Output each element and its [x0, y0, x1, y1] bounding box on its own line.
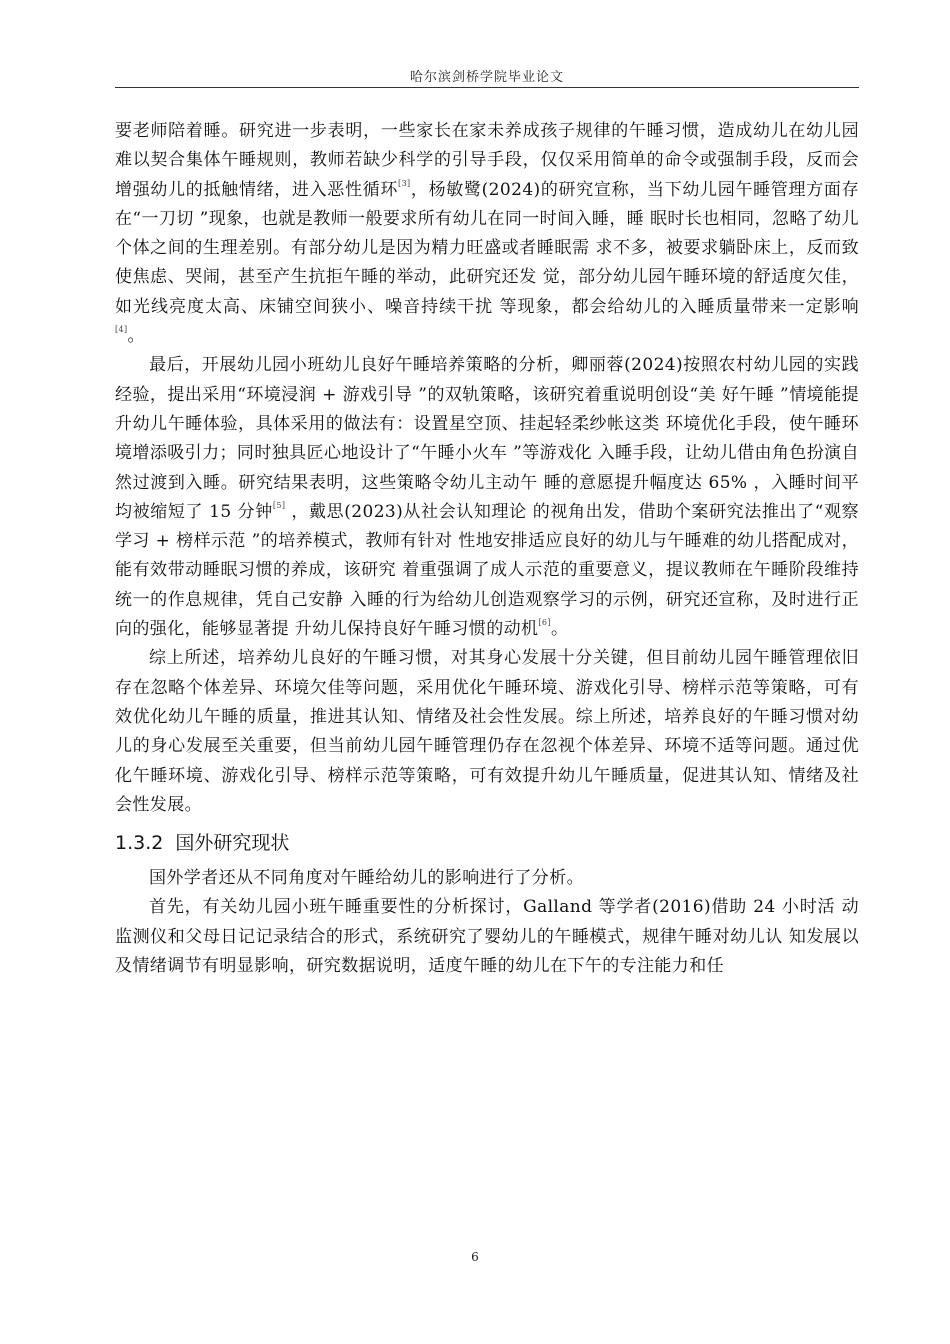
header-divider: [115, 87, 859, 88]
paragraph-1: [115, 117, 859, 351]
paragraph-text: 。: [550, 619, 569, 640]
citation-ref: [6]: [538, 618, 551, 628]
page-number: 6: [471, 1250, 479, 1264]
paragraph-4: [115, 864, 859, 893]
citation-ref: [4]: [115, 325, 128, 335]
paragraph-text: ，杨敏鹭(2024)的研究宣称，当下幼儿园午睡管理方面存在“一刀切 ”现象，也就是教师一般要求所有幼儿在同一时间入睡，睡 眠时长也相同，忽略了幼儿个体之间的生理差别。有部分幼儿是因为精力旺盛或者睡眠需 求不多，被要求躺卧床上，反而致使焦虑、哭闹，甚至产生抗拒午睡的举动，此研究还发 觉，部分幼儿园午睡环境的舒适度欠佳，如光线亮度太高、床铺空间狭小、噪音持续干扰 等现象，都会给幼儿的入睡质量带来一定影响: [115, 179, 859, 317]
paragraph-text: 。: [127, 326, 145, 347]
citation-ref: [3]: [398, 178, 411, 188]
paragraph-text: 首先，有关幼儿园小班午睡重要性的分析探讨，Galland 等学者(2016)借助 24 小时活 动监测仪和父母日记记录结合的形式，系统研究了婴幼儿的午睡模式，规律午睡对幼儿认 知发展以及情绪调节有明显影响，研究数据说明，适度午睡的幼儿在下午的专注能力和任: [115, 897, 859, 977]
paragraph-text: 要老师陪着睡。研究进一步表明，一些家长在家未养成孩子规律的午睡习惯，造成幼儿在幼儿园难以契合集体午睡规则，教师若缺少科学的引导手段，仅仅采用简单的命令或强制手段，反而会增强幼儿的抵触情绪，进入恶性循环: [115, 121, 859, 200]
paragraph-2: [115, 351, 859, 644]
citation-ref: [5]: [272, 500, 286, 510]
paragraph-text: 综上所述，培养幼儿良好的午睡习惯，对其身心发展十分关键，但目前幼儿园午睡管理依旧存在忽略个体差异、环境欠佳等问题，采用优化午睡环境、游戏化引导、榜样示范等策略，可有效优化幼儿午睡的质量，推进其认知、情绪及社会性发展。综上所述，培养良好的午睡习惯对幼儿的身心发展至关重要，但当前幼儿园午睡管理仍存在忽视个体差异、环境不适等问题。通过优化午睡环境、游戏化引导、榜样示范等策略，可有效提升幼儿午睡质量，促进其认知、情绪及社会性发展。: [115, 648, 859, 815]
section-title: 国外研究现状: [175, 832, 290, 855]
body-text: [115, 117, 859, 981]
section-heading: [115, 830, 859, 856]
section-number: 1.3.2: [115, 832, 164, 855]
paragraph-3: [115, 644, 859, 820]
page-header: 哈尔滨剑桥学院毕业论文: [409, 70, 564, 85]
paragraph-text: 最后，开展幼儿园小班幼儿良好午睡培养策略的分析，卿丽蓉(2024)按照农村幼儿园的实践经验，提出采用“环境浸润 + 游戏引导 ”的双轨策略，该研究着重说明创设“美 好午睡 ”情境能提升幼儿午睡体验，具体采用的做法有：设置星空顶、挂起轻柔纱帐这类 环境优化手段，使午睡环境增添吸引力；同时独具匠心地设计了“午睡小火车 ”等游戏化 入睡手段，让幼儿借由角色扮演自然过渡到入睡。研究结果表明，这些策略令幼儿主动午 睡的意愿提升幅度达 65% ，入睡时间平均被缩短了 15 分钟: [115, 355, 859, 522]
paragraph-text: ，戴思(2023)从社会认知理论 的视角出发，借助个案研究法推出了“观察学习 + 榜样示范 ”的培养模式，教师有针对 性地安排适应良好的幼儿与午睡难的幼儿搭配成对，能有效带动睡眠习惯的养成，该研究 着重强调了成人示范的重要意义，提议教师在午睡阶段维持统一的作息规律，凭自己安静 入睡的行为给幼儿创造观察学习的示例，研究还宣称，及时进行正向的强化，能够显著提 升幼儿保持良好午睡习惯的动机: [115, 501, 860, 640]
paragraph-5: [115, 893, 859, 981]
paragraph-text: 国外学者还从不同角度对午睡给幼儿的影响进行了分析。: [149, 868, 584, 889]
